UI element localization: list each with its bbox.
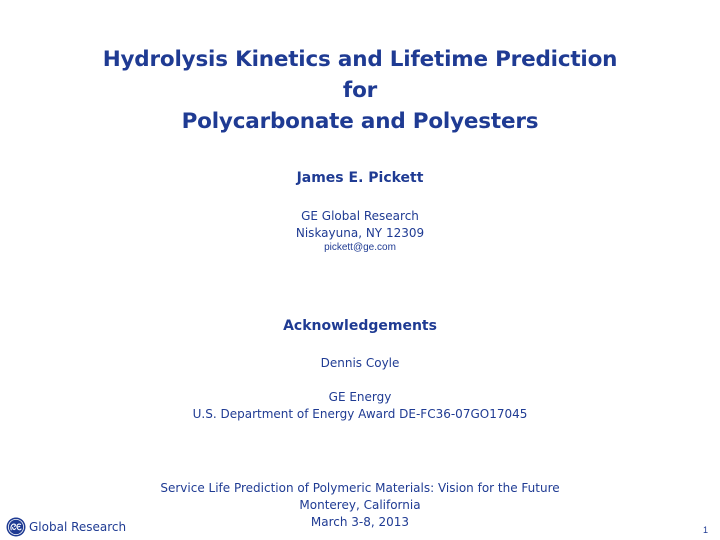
title-line-1: Hydrolysis Kinetics and Lifetime Prediction <box>102 47 618 72</box>
acknowledged-organizations <box>0 389 720 423</box>
logo-text: Global Research <box>29 520 127 534</box>
slide-title <box>0 44 720 137</box>
author-org: GE Global Research <box>301 209 419 223</box>
conference-location: Monterey, California <box>299 498 421 512</box>
author-email[interactable]: pickett@ge.com <box>324 242 396 253</box>
author-affiliation <box>0 208 720 242</box>
conference-name: Service Life Prediction of Polymeric Materials: Vision for the Future <box>160 481 560 495</box>
acknowledged-award: U.S. Department of Energy Award DE-FC36-07GO17045 <box>192 407 528 421</box>
ge-global-research-logo <box>6 517 126 537</box>
acknowledged-org: GE Energy <box>328 390 392 404</box>
page-number: 1 <box>702 525 708 535</box>
ge-monogram-logo-icon <box>6 517 26 537</box>
conference-dates: March 3-8, 2013 <box>310 515 410 529</box>
author-address: Niskayuna, NY 12309 <box>295 226 425 240</box>
acknowledgements-heading: Acknowledgements <box>283 318 437 334</box>
acknowledged-person: Dennis Coyle <box>320 356 400 370</box>
title-line-3: Polycarbonate and Polyesters <box>181 109 539 134</box>
author-name: James E. Pickett <box>296 170 424 186</box>
title-line-2: for <box>342 78 378 103</box>
